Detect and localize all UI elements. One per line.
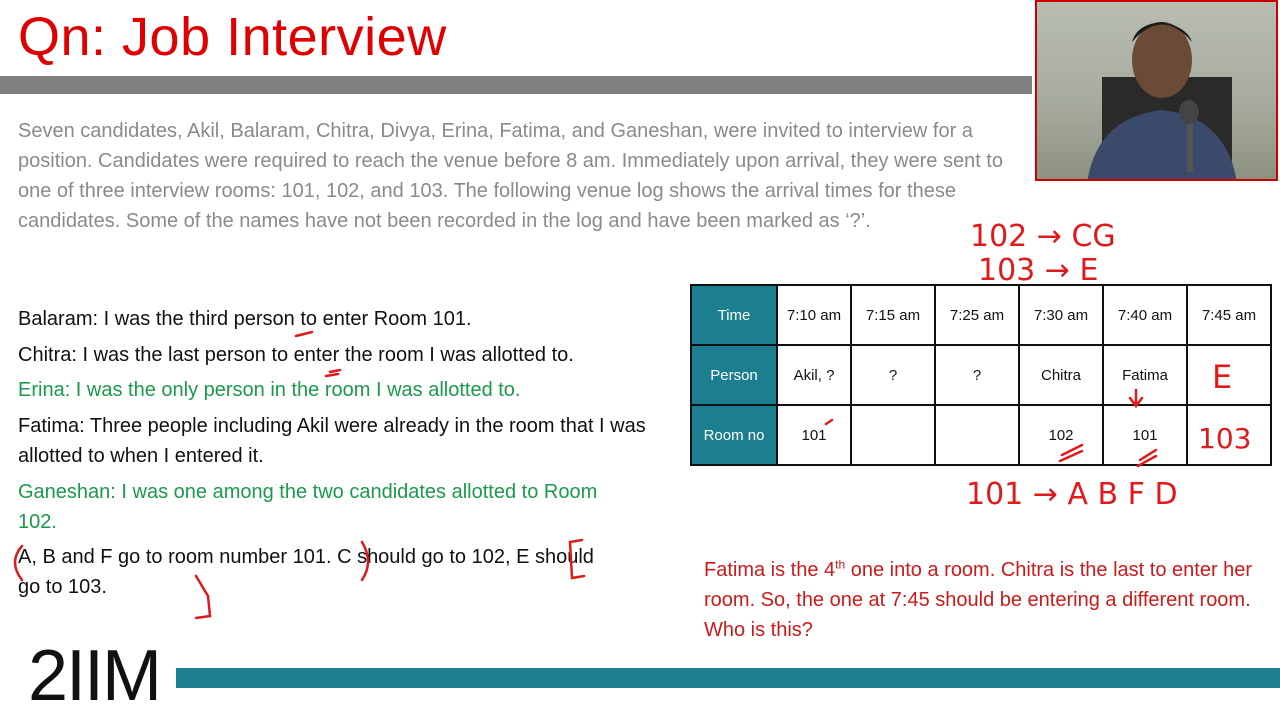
person-cell: Akil, ? bbox=[777, 345, 851, 405]
table-row-time bbox=[691, 285, 1271, 345]
person-cell bbox=[1187, 345, 1271, 405]
room-cell: 102 bbox=[1019, 405, 1103, 465]
row-label-person: Person bbox=[691, 345, 777, 405]
row-label-room: Room no bbox=[691, 405, 777, 465]
question-intro: Seven candidates, Akil, Balaram, Chitra, Divya, Erina, Fatima, and Ganeshan, were invited to interview for a position. Candidates were required to reach the venue before 8 am. Immediately upon arrival, they were sent to one of three interview rooms: 101, 102, and 103. The following venue log shows the arrival times for these candidates. Some of the names have not been recorded in the log and have been marked as ‘?’. bbox=[18, 120, 1003, 232]
statement-erina: Erina: I was the only person in the room I was allotted to. bbox=[18, 379, 521, 401]
time-cell: 7:30 am bbox=[1019, 285, 1103, 345]
statement-chitra: Chitra: I was the last person to enter the room I was allotted to. bbox=[18, 344, 574, 366]
venue-log-table bbox=[690, 284, 1272, 466]
footer-accent-bar bbox=[176, 668, 1280, 688]
slide-title: Qn: Job Interview bbox=[18, 7, 447, 67]
time-cell: 7:10 am bbox=[777, 285, 851, 345]
person-cell: ? bbox=[935, 345, 1019, 405]
title-underline-bar bbox=[0, 76, 1032, 94]
time-cell: 7:25 am bbox=[935, 285, 1019, 345]
person-cell: Fatima bbox=[1103, 345, 1187, 405]
2iim-logo: 2IIM bbox=[28, 636, 161, 716]
room-cell: 101 bbox=[1103, 405, 1187, 465]
presenter-silhouette bbox=[1037, 2, 1278, 181]
room-cell bbox=[935, 405, 1019, 465]
time-cell: 7:40 am bbox=[1103, 285, 1187, 345]
handwritten-103-mapping: 103 → E bbox=[978, 253, 1099, 288]
room-cell bbox=[1187, 405, 1271, 465]
handwritten-745-person: E bbox=[1212, 358, 1233, 396]
person-cell: Chitra bbox=[1019, 345, 1103, 405]
time-cell: 7:45 am bbox=[1187, 285, 1271, 345]
room-cell: 101 bbox=[777, 405, 851, 465]
table-row-room bbox=[691, 405, 1271, 465]
statement-ganeshan: Ganeshan: I was one among the two candidates allotted to Room 102. bbox=[18, 481, 598, 533]
statement-fatima: Fatima: Three people including Akil were already in the room that I was allotted to when I entered it. bbox=[18, 415, 646, 467]
conclusion-statement: A, B and F go to room number 101. C should go to 102, E should go to 103. bbox=[18, 546, 594, 598]
table-row-person bbox=[691, 345, 1271, 405]
statement-balaram: Balaram: I was the third person to enter Room 101. bbox=[18, 308, 472, 330]
handwritten-101-mapping: 101 → A B F D bbox=[966, 477, 1178, 512]
row-label-time: Time bbox=[691, 285, 777, 345]
presenter-webcam bbox=[1035, 0, 1278, 181]
note-text-end: one into a room. Chitra is the last to enter her room. So, the one at 7:45 should be entering a different room. Who is this? bbox=[704, 559, 1253, 641]
note-text-start: Fatima is the 4 bbox=[704, 559, 836, 581]
person-cell: ? bbox=[851, 345, 935, 405]
handwritten-102-mapping: 102 → CG bbox=[970, 219, 1116, 254]
explanation-note bbox=[704, 555, 1264, 645]
time-cell: 7:15 am bbox=[851, 285, 935, 345]
handwritten-745-room: 103 bbox=[1198, 422, 1252, 455]
note-superscript: th bbox=[835, 557, 846, 572]
room-cell bbox=[851, 405, 935, 465]
